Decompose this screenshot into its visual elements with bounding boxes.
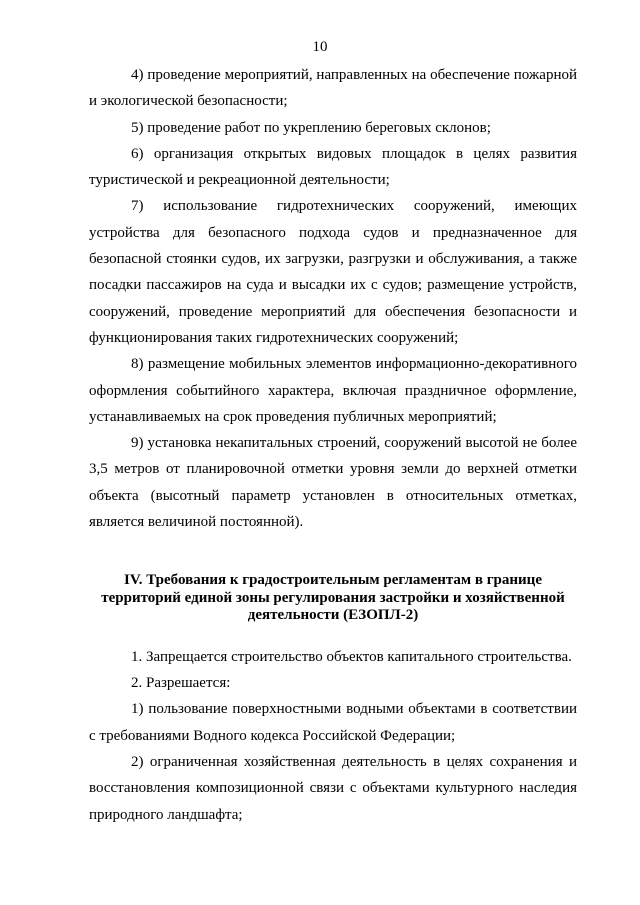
section-heading-line: IV. Требования к градостроительным регламентам в границе — [124, 572, 542, 589]
paragraph-item-8: 8) размещение мобильных элементов информационно-декоративного оформления событийного характера, включая праздничное оформление, устанавливаемых на срок проведения публичных мероприятий; — [89, 356, 577, 425]
clause-2: 2. Разрешается: — [131, 675, 231, 692]
paragraph-item-4: 4) проведение мероприятий, направленных на обеспечение пожарной и экологической безопасности; — [89, 67, 577, 110]
clause-1: 1. Запрещается строительство объектов капитального строительства. — [131, 648, 572, 665]
section-heading-line: деятельности (ЕЗОПЛ-2) — [247, 607, 419, 624]
section-heading-line: территорий единой зоны регулирования застройки и хозяйственной — [101, 589, 565, 606]
section-heading — [89, 572, 577, 625]
subclause-1: 1) пользование поверхностными водными объектами в соответствии с требованиями Водного кодекса Российской Федерации; — [89, 701, 577, 744]
paragraph-item-5: 5) проведение работ по укреплению береговых склонов; — [131, 119, 491, 136]
document-body — [89, 62, 577, 828]
paragraph-item-7: 7) использование гидротехнических сооружений, имеющих устройства для безопасного подхода судов и предназначенное для безопасной стоянки судов, их загрузки, разгрузки и обслуживания, а также посадки пассажиров на суда и высадки их с судов; размещение устройств, сооружений, проведение мероприятий для обеспечения безопасности и функционирования таких гидротехнических сооружений; — [89, 198, 577, 346]
paragraph-item-9: 9) установка некапитальных строений, сооружений высотой не более 3,5 метров от планировочной отметки уровня земли до верхней отметки объекта (высотный параметр установлен в относительных отметках, является величиной постоянной). — [89, 435, 577, 531]
subclause-2: 2) ограниченная хозяйственная деятельность в целях сохранения и восстановления композиционной связи с объектами культурного наследия природного ландшафта; — [89, 754, 577, 823]
page-number: 10 — [312, 39, 328, 55]
paragraph-item-6: 6) организация открытых видовых площадок в целях развития туристической и рекреационной деятельности; — [89, 145, 577, 189]
